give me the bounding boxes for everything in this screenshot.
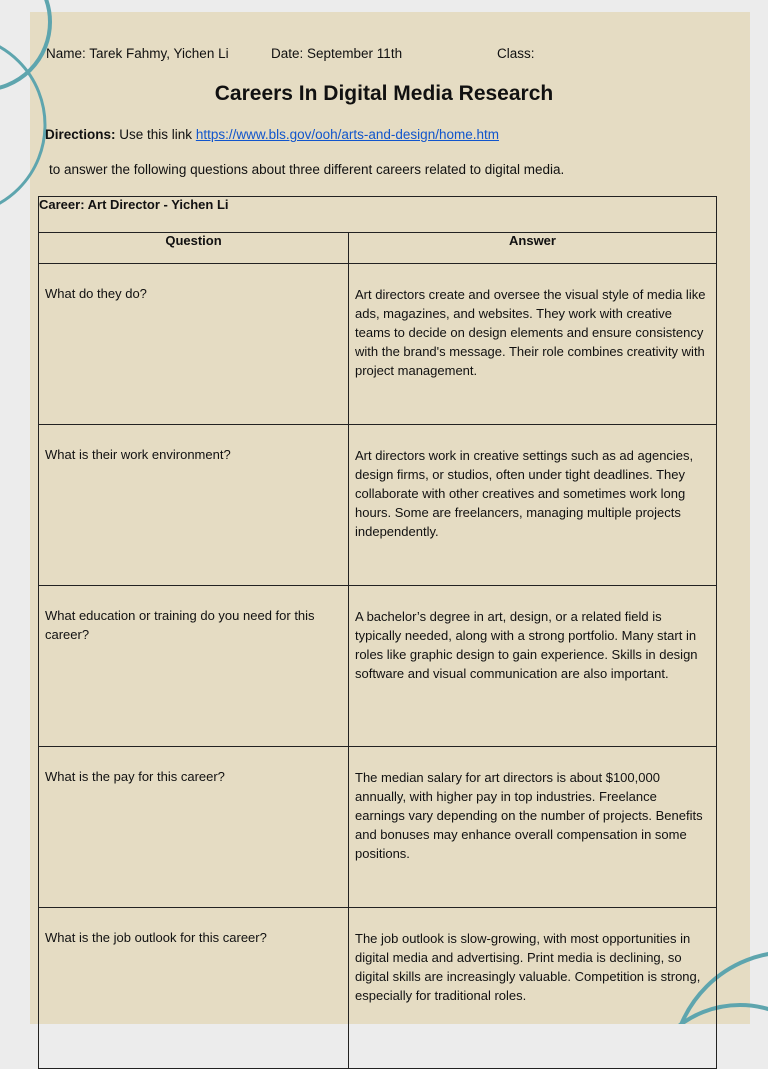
table-row [39, 264, 717, 425]
directions-label: Directions: [45, 127, 116, 142]
answer-cell: The median salary for art directors is about $100,000 annually, with higher pay in top industries. Freelance earnings vary depending on the number of projects. Benefits and bonuses may enhance overall compensation in some positions. [349, 747, 717, 908]
table-row [39, 908, 717, 1069]
question-cell: What is the pay for this career? [39, 747, 349, 908]
page-title: Careers In Digital Media Research [214, 82, 554, 105]
answer-cell: Art directors work in creative settings such as ad agencies, design firms, or studios, often under tight deadlines. They collaborate with other creatives and sometimes work long hours. Some are freelancers, managing multiple projects independently. [349, 425, 717, 586]
column-header-answer: Answer [349, 233, 717, 264]
question-cell: What do they do? [39, 264, 349, 425]
career-title: Career: Art Director - Yichen Li [39, 197, 717, 233]
directions-text: Use this link [119, 127, 193, 142]
date-field: Date: September 11th [271, 46, 403, 61]
question-cell: What is their work environment? [39, 425, 349, 586]
answer-cell: The job outlook is slow-growing, with most opportunities in digital media and advertising. Print media is declining, so digital skills are increasingly valuable. Competition is strong, especially for traditional roles. [349, 908, 717, 1069]
directions-line-2: to answer the following questions about three different careers related to digital media. [49, 162, 565, 177]
table-header-row [39, 233, 717, 264]
question-cell: What education or training do you need for this career? [39, 586, 349, 747]
question-cell: What is the job outlook for this career? [39, 908, 349, 1069]
directions [45, 127, 499, 142]
table-row [39, 425, 717, 586]
table-row [39, 747, 717, 908]
answer-cell: A bachelor’s degree in art, design, or a related field is typically needed, along with a strong portfolio. Many start in roles like graphic design to gain experience. Skills in design software and visual communication are also important. [349, 586, 717, 747]
column-header-question: Question [39, 233, 349, 264]
table-row [39, 586, 717, 747]
career-table [38, 196, 717, 1069]
class-field: Class: [497, 46, 535, 61]
bls-link[interactable]: https://www.bls.gov/ooh/arts-and-design/home.htm [195, 127, 499, 142]
student-names: Name: Tarek Fahmy, Yichen Li [46, 46, 229, 61]
career-title-row [39, 197, 717, 233]
answer-cell: Art directors create and oversee the visual style of media like ads, magazines, and websites. They work with creative teams to decide on design elements and ensure consistency with the brand's message. Their role combines creativity with project management. [349, 264, 717, 425]
